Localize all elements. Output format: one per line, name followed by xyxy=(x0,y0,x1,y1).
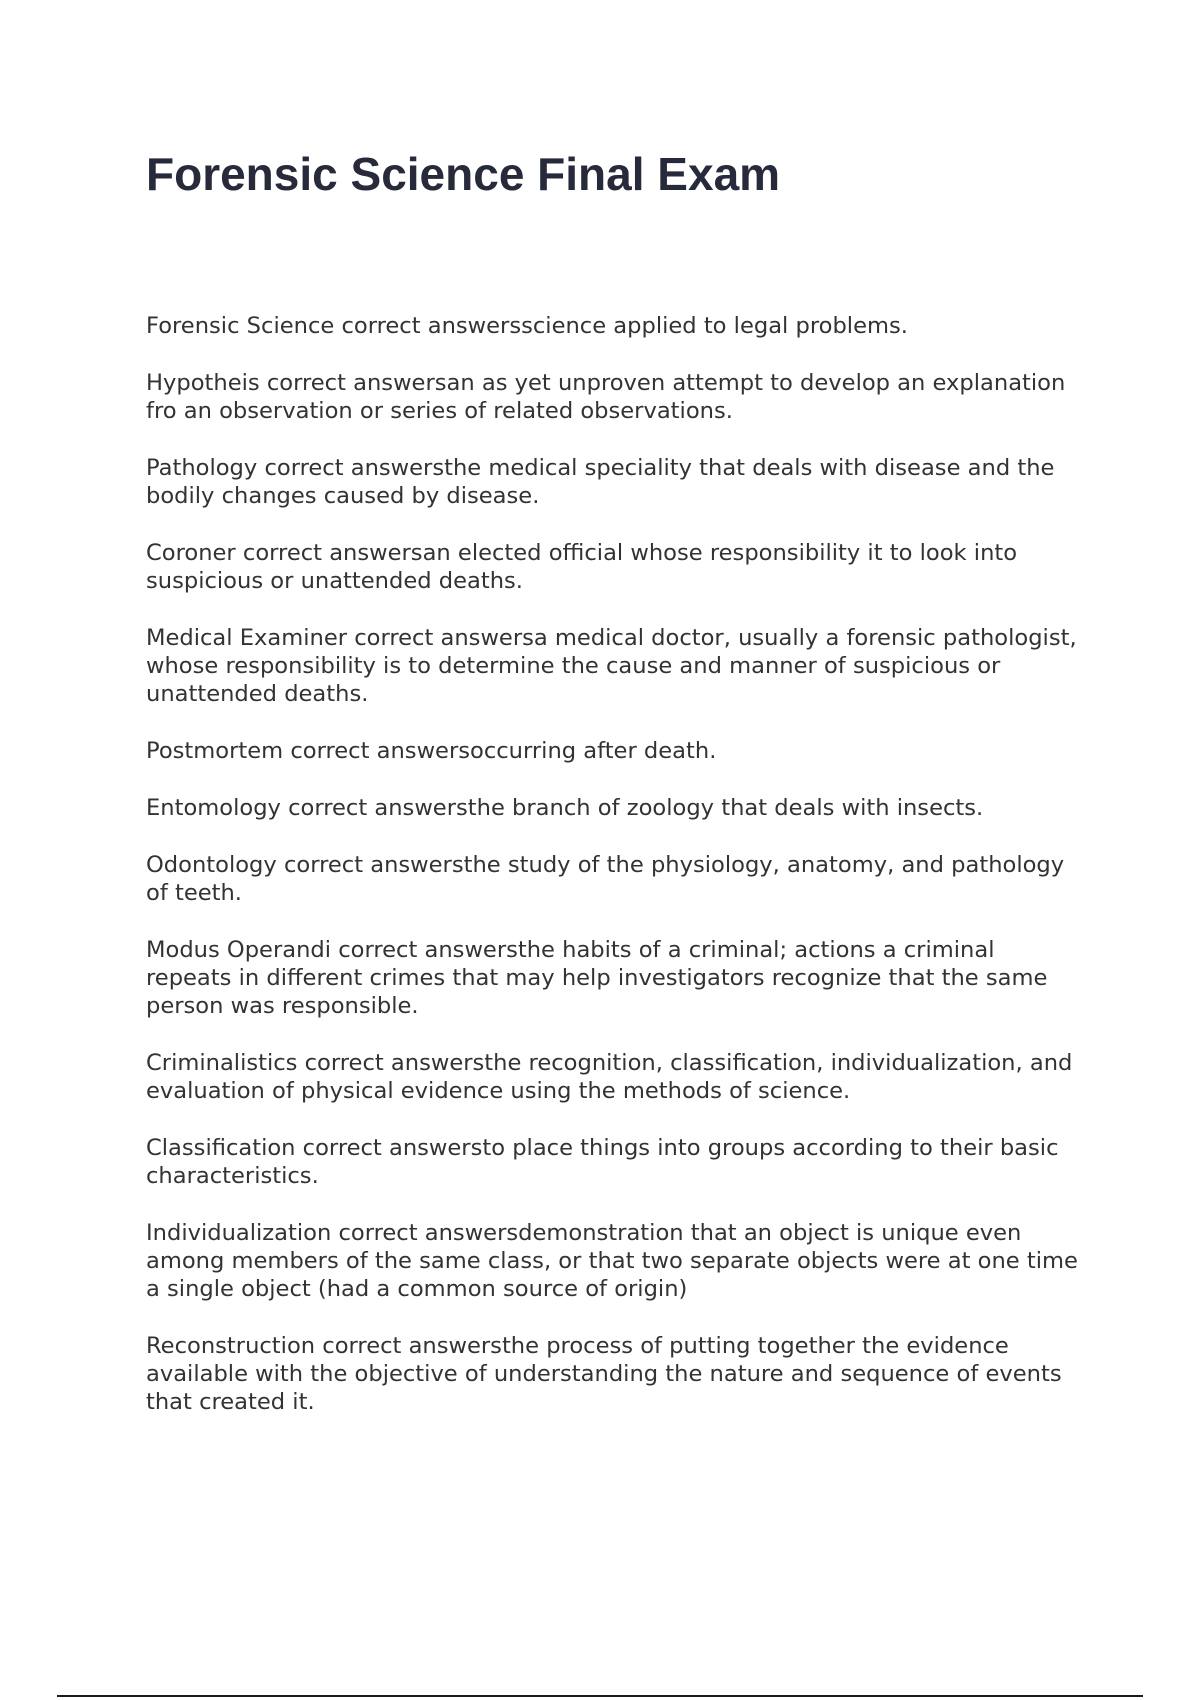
entry-hypothesis: Hypotheis correct answersan as yet unproven attempt to develop an explanation fro an observation or series of related observations. xyxy=(146,370,1066,424)
entry-postmortem: Postmortem correct answersoccurring after death. xyxy=(146,738,717,764)
entry-forensic-science: Forensic Science correct answersscience applied to legal problems. xyxy=(146,313,908,339)
entry-coroner: Coroner correct answersan elected official whose responsibility it to look into suspicious or unattended deaths. xyxy=(146,540,1018,594)
entry-odontology: Odontology correct answersthe study of the physiology, anatomy, and pathology of teeth. xyxy=(146,852,1065,906)
footer-divider xyxy=(57,1695,1143,1697)
entry-individualization: Individualization correct answersdemonstration that an object is unique even among members of the same class, or that two separate objects were at one time a single object (had a common source of origin) xyxy=(146,1220,1078,1302)
document-title: Forensic Science Final Exam xyxy=(146,148,781,200)
entry-medical-examiner: Medical Examiner correct answersa medical doctor, usually a forensic pathologist, whose responsibility is to determine the cause and manner of suspicious or unattended deaths. xyxy=(146,625,1077,707)
entry-reconstruction: Reconstruction correct answersthe process of putting together the evidence available with the objective of understanding the nature and sequence of events that created it. xyxy=(146,1333,1062,1415)
entry-modus-operandi: Modus Operandi correct answersthe habits of a criminal; actions a criminal repeats in different crimes that may help investigators recognize that the same person was responsible. xyxy=(146,937,1048,1019)
entry-list xyxy=(146,312,1086,1445)
entry-classification: Classification correct answersto place things into groups according to their basic characteristics. xyxy=(146,1135,1059,1189)
entry-pathology: Pathology correct answersthe medical speciality that deals with disease and the bodily changes caused by disease. xyxy=(146,455,1055,509)
entry-entomology: Entomology correct answersthe branch of zoology that deals with insects. xyxy=(146,795,984,821)
entry-criminalistics: Criminalistics correct answersthe recognition, classification, individualization, and evaluation of physical evidence using the methods of science. xyxy=(146,1050,1073,1104)
